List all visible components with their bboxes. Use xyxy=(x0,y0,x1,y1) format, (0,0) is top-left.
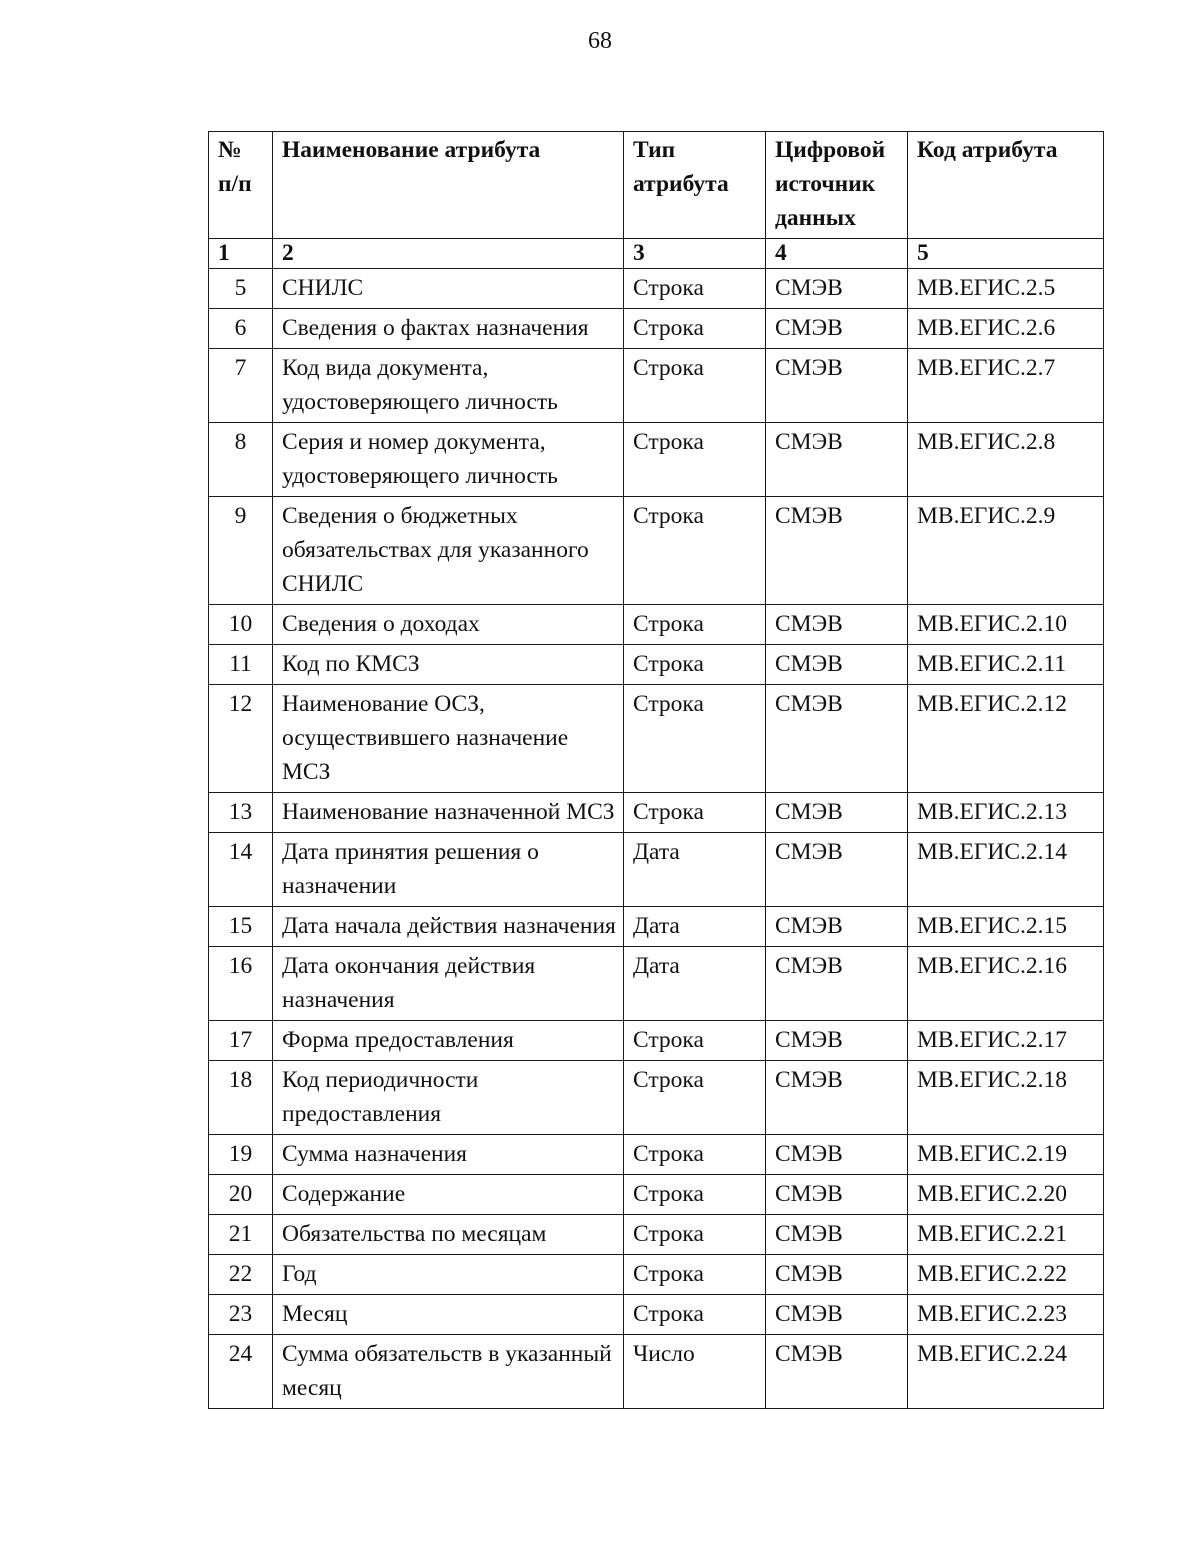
attribute-name-cell: Сумма обязательств в указанный месяц xyxy=(273,1335,624,1409)
attribute-code-cell: МВ.ЕГИС.2.18 xyxy=(908,1061,1104,1135)
attribute-code-cell: МВ.ЕГИС.2.23 xyxy=(908,1295,1104,1335)
attribute-type-cell: Строка xyxy=(624,1135,766,1175)
attribute-code-cell: МВ.ЕГИС.2.21 xyxy=(908,1215,1104,1255)
attributes-table xyxy=(208,131,1104,1409)
column-number: 4 xyxy=(766,239,908,269)
data-source-cell: СМЭВ xyxy=(766,947,908,1021)
attribute-code-cell: МВ.ЕГИС.2.14 xyxy=(908,833,1104,907)
table-row xyxy=(209,1295,1104,1335)
row-number-cell: 12 xyxy=(209,685,273,793)
row-number-cell: 19 xyxy=(209,1135,273,1175)
table-row xyxy=(209,497,1104,605)
table-row xyxy=(209,605,1104,645)
row-number-cell: 13 xyxy=(209,793,273,833)
attribute-code-cell: МВ.ЕГИС.2.17 xyxy=(908,1021,1104,1061)
attribute-name-cell: Содержание xyxy=(273,1175,624,1215)
attribute-name-cell: Наименование назначенной МСЗ xyxy=(273,793,624,833)
row-number-cell: 9 xyxy=(209,497,273,605)
row-number-cell: 7 xyxy=(209,349,273,423)
column-number: 3 xyxy=(624,239,766,269)
data-source-cell: СМЭВ xyxy=(766,1255,908,1295)
table-row xyxy=(209,1215,1104,1255)
data-source-cell: СМЭВ xyxy=(766,1295,908,1335)
attribute-type-cell: Число xyxy=(624,1335,766,1409)
row-number-cell: 20 xyxy=(209,1175,273,1215)
attribute-code-cell: МВ.ЕГИС.2.8 xyxy=(908,423,1104,497)
data-source-cell: СМЭВ xyxy=(766,685,908,793)
attribute-type-cell: Строка xyxy=(624,1175,766,1215)
attribute-type-cell: Строка xyxy=(624,309,766,349)
header-code: Код атрибута xyxy=(908,132,1104,239)
data-source-cell: СМЭВ xyxy=(766,645,908,685)
attribute-name-cell: Дата принятия решения о назначении xyxy=(273,833,624,907)
attribute-type-cell: Дата xyxy=(624,907,766,947)
attribute-type-cell: Строка xyxy=(624,605,766,645)
header-type: Тип атрибута xyxy=(624,132,766,239)
row-number-cell: 11 xyxy=(209,645,273,685)
attribute-name-cell: Сведения о фактах назначения xyxy=(273,309,624,349)
attribute-name-cell: Дата окончания действия назначения xyxy=(273,947,624,1021)
attribute-type-cell: Строка xyxy=(624,645,766,685)
attribute-name-cell: Сведения о доходах xyxy=(273,605,624,645)
attribute-code-cell: МВ.ЕГИС.2.5 xyxy=(908,269,1104,309)
table-row xyxy=(209,1021,1104,1061)
table-row xyxy=(209,309,1104,349)
column-number-row xyxy=(209,239,1104,269)
attribute-code-cell: МВ.ЕГИС.2.24 xyxy=(908,1335,1104,1409)
attribute-code-cell: МВ.ЕГИС.2.6 xyxy=(908,309,1104,349)
table-row xyxy=(209,349,1104,423)
attribute-code-cell: МВ.ЕГИС.2.16 xyxy=(908,947,1104,1021)
row-number-cell: 5 xyxy=(209,269,273,309)
table-row xyxy=(209,793,1104,833)
data-source-cell: СМЭВ xyxy=(766,423,908,497)
attribute-name-cell: Код по КМСЗ xyxy=(273,645,624,685)
attribute-name-cell: Дата начала действия назначения xyxy=(273,907,624,947)
data-source-cell: СМЭВ xyxy=(766,269,908,309)
attribute-name-cell: Форма предоставления xyxy=(273,1021,624,1061)
row-number-cell: 21 xyxy=(209,1215,273,1255)
header-name: Наименование атрибута xyxy=(273,132,624,239)
attribute-type-cell: Строка xyxy=(624,1215,766,1255)
column-number: 1 xyxy=(209,239,273,269)
attribute-code-cell: МВ.ЕГИС.2.20 xyxy=(908,1175,1104,1215)
row-number-cell: 24 xyxy=(209,1335,273,1409)
data-source-cell: СМЭВ xyxy=(766,1175,908,1215)
header-source: Цифровой источник данных xyxy=(766,132,908,239)
attribute-type-cell: Строка xyxy=(624,349,766,423)
attribute-type-cell: Дата xyxy=(624,833,766,907)
data-source-cell: СМЭВ xyxy=(766,833,908,907)
attribute-type-cell: Строка xyxy=(624,1295,766,1335)
data-source-cell: СМЭВ xyxy=(766,1215,908,1255)
data-source-cell: СМЭВ xyxy=(766,605,908,645)
row-number-cell: 18 xyxy=(209,1061,273,1135)
data-source-cell: СМЭВ xyxy=(766,309,908,349)
data-source-cell: СМЭВ xyxy=(766,1135,908,1175)
data-source-cell: СМЭВ xyxy=(766,907,908,947)
table-row xyxy=(209,645,1104,685)
attribute-type-cell: Строка xyxy=(624,269,766,309)
attribute-name-cell: Код периодичности предоставления xyxy=(273,1061,624,1135)
table-row xyxy=(209,423,1104,497)
attribute-type-cell: Строка xyxy=(624,497,766,605)
table-row xyxy=(209,1175,1104,1215)
row-number-cell: 14 xyxy=(209,833,273,907)
attribute-code-cell: МВ.ЕГИС.2.10 xyxy=(908,605,1104,645)
column-number: 2 xyxy=(273,239,624,269)
attribute-code-cell: МВ.ЕГИС.2.13 xyxy=(908,793,1104,833)
row-number-cell: 23 xyxy=(209,1295,273,1335)
attribute-code-cell: МВ.ЕГИС.2.9 xyxy=(908,497,1104,605)
attribute-name-cell: СНИЛС xyxy=(273,269,624,309)
attribute-code-cell: МВ.ЕГИС.2.15 xyxy=(908,907,1104,947)
attribute-type-cell: Строка xyxy=(624,1021,766,1061)
table-header-row xyxy=(209,132,1104,239)
row-number-cell: 22 xyxy=(209,1255,273,1295)
data-source-cell: СМЭВ xyxy=(766,349,908,423)
attribute-name-cell: Обязательства по месяцам xyxy=(273,1215,624,1255)
attribute-code-cell: МВ.ЕГИС.2.7 xyxy=(908,349,1104,423)
header-no: № п/п xyxy=(209,132,273,239)
attribute-name-cell: Сведения о бюджетных обязательствах для указанного СНИЛС xyxy=(273,497,624,605)
table-row xyxy=(209,269,1104,309)
row-number-cell: 10 xyxy=(209,605,273,645)
row-number-cell: 6 xyxy=(209,309,273,349)
attribute-type-cell: Строка xyxy=(624,793,766,833)
table-row xyxy=(209,947,1104,1021)
table-row xyxy=(209,1335,1104,1409)
data-source-cell: СМЭВ xyxy=(766,497,908,605)
page-number: 68 xyxy=(588,28,612,54)
attribute-code-cell: МВ.ЕГИС.2.12 xyxy=(908,685,1104,793)
attribute-code-cell: МВ.ЕГИС.2.19 xyxy=(908,1135,1104,1175)
attribute-name-cell: Наименование ОСЗ, осуществившего назначение МСЗ xyxy=(273,685,624,793)
attribute-name-cell: Код вида документа, удостоверяющего личность xyxy=(273,349,624,423)
attribute-name-cell: Год xyxy=(273,1255,624,1295)
column-number: 5 xyxy=(908,239,1104,269)
row-number-cell: 8 xyxy=(209,423,273,497)
row-number-cell: 16 xyxy=(209,947,273,1021)
attribute-type-cell: Дата xyxy=(624,947,766,1021)
attribute-name-cell: Месяц xyxy=(273,1295,624,1335)
attribute-type-cell: Строка xyxy=(624,1061,766,1135)
table-row xyxy=(209,1061,1104,1135)
attribute-name-cell: Сумма назначения xyxy=(273,1135,624,1175)
data-source-cell: СМЭВ xyxy=(766,793,908,833)
attribute-type-cell: Строка xyxy=(624,1255,766,1295)
data-source-cell: СМЭВ xyxy=(766,1061,908,1135)
table-row xyxy=(209,1135,1104,1175)
data-source-cell: СМЭВ xyxy=(766,1335,908,1409)
table-row xyxy=(209,1255,1104,1295)
row-number-cell: 17 xyxy=(209,1021,273,1061)
attribute-type-cell: Строка xyxy=(624,423,766,497)
table-row xyxy=(209,833,1104,907)
attribute-code-cell: МВ.ЕГИС.2.11 xyxy=(908,645,1104,685)
row-number-cell: 15 xyxy=(209,907,273,947)
table-body xyxy=(209,269,1104,1409)
attribute-name-cell: Серия и номер документа, удостоверяющего личность xyxy=(273,423,624,497)
attribute-code-cell: МВ.ЕГИС.2.22 xyxy=(908,1255,1104,1295)
data-source-cell: СМЭВ xyxy=(766,1021,908,1061)
attribute-type-cell: Строка xyxy=(624,685,766,793)
table-row xyxy=(209,685,1104,793)
table-row xyxy=(209,907,1104,947)
